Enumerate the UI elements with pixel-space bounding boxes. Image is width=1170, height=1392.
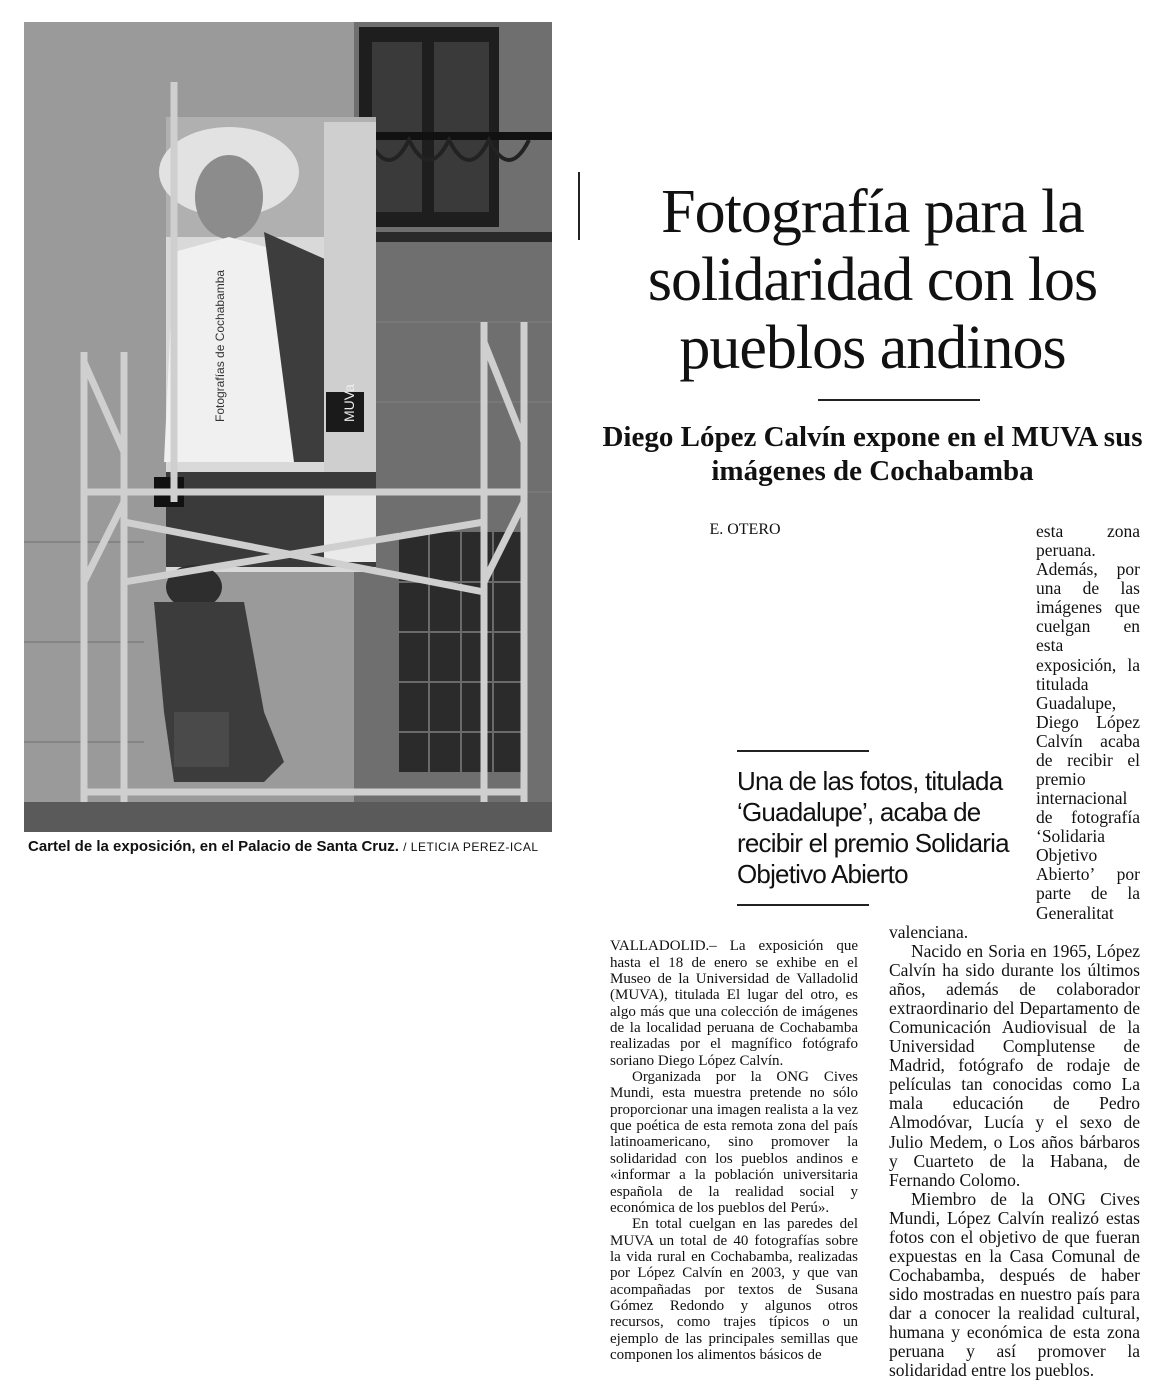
pullquote-top-rule (737, 750, 869, 752)
poster-logo: MUVa (341, 384, 357, 422)
headline: Fotografía para la solidaridad con los pueblos andinos (647, 178, 1098, 382)
paragraph: Miembro de la ONG Cives Mundi, López Calvín realizó estas fotos con el objetivo de que fueran expuestas en la Casa Comunal de Cochabamba, después de haber sido mostradas en nuestro país para dar a conocer la realidad cultural, humana y económica de esta zona peruana y así promover la solidaridad entre los pueblos. (889, 1188, 1140, 1381)
caption-text: Cartel de la exposición, en el Palacio de Santa Cruz. (28, 838, 399, 855)
paragraph: Organizada por la ONG Cives Mundi, esta muestra pretende no sólo proporcionar una imagen realista a la vez que poética de esta remota zona del país latinoamericano, sino promover la solidaridad con los pueblos andinos e «informar a la población universitaria española de la realidad social y económica de los pueblos del Perú». (610, 1069, 858, 1216)
photo-credit: / LETICIA PEREZ-ICAL (403, 840, 539, 854)
headline-divider (818, 399, 980, 401)
pullquote-text: Una de las fotos, titulada ‘Guadalupe’, acaba de recibir el premio Solidaria Objetivo Abierto (737, 766, 1009, 889)
paragraph: En total cuelgan en las paredes del MUVA un total de 40 fotografías sobre la vida rural en Cochabamba, realizadas por López Calvín en 2003, y que van acompañadas por textos de Susana Gómez Redondo y algunos otros recursos, como trajes típicos o un ejemplo de las principales semillas que componen los alimentos básicos de (610, 1216, 858, 1363)
byline: E. OTERO (709, 521, 781, 538)
article-column-2 (889, 522, 1140, 1381)
subheadline: Diego López Calvín expone en el MUVA sus imágenes de Cochabamba (602, 421, 1143, 487)
photo-caption (28, 838, 588, 855)
article-column-1 (610, 522, 858, 1363)
photo-illustration (24, 22, 552, 832)
pullquote-bottom-rule (737, 904, 869, 906)
vertical-rule (578, 172, 580, 240)
paragraph: Nacido en Soria en 1965, López Calvín ha sido durante los últimos años, además de colaborador extraordinario del Departamento de Comunicación Audiovisual de la Universidad Complutense de Madrid, fotógrafo de rodaje de películas tan conocidas como La mala educación de Pedro Almodóvar, Lucía y el sexo de Julio Medem, o Los años bárbaros y Cuarteto de la Habana, de Fernando Colomo. (889, 940, 1140, 1190)
paragraph: esta zona peruana. Además, por una de las imágenes que cuelgan en esta exposición, la titulada Guadalupe, Diego López Calvín acaba de recibir el premio internacional de fotografía ‘Solidaria Objetivo Abierto’ por parte de la Generalitat valenciana. (889, 521, 1140, 942)
pullquote (737, 750, 1037, 912)
article-photo (24, 22, 552, 832)
paragraph: VALLADOLID.– La exposición que hasta el 18 de enero se exhibe en el Museo de la Universidad de Valladolid (MUVA), titulada El lugar del otro, es algo más que una colección de imágenes de la localidad peruana de Cochabamba realizadas por el magnífico fotógrafo soriano Diego López Calvín. (610, 938, 858, 1069)
poster-text: Fotografías de Cochabamba (213, 269, 227, 422)
